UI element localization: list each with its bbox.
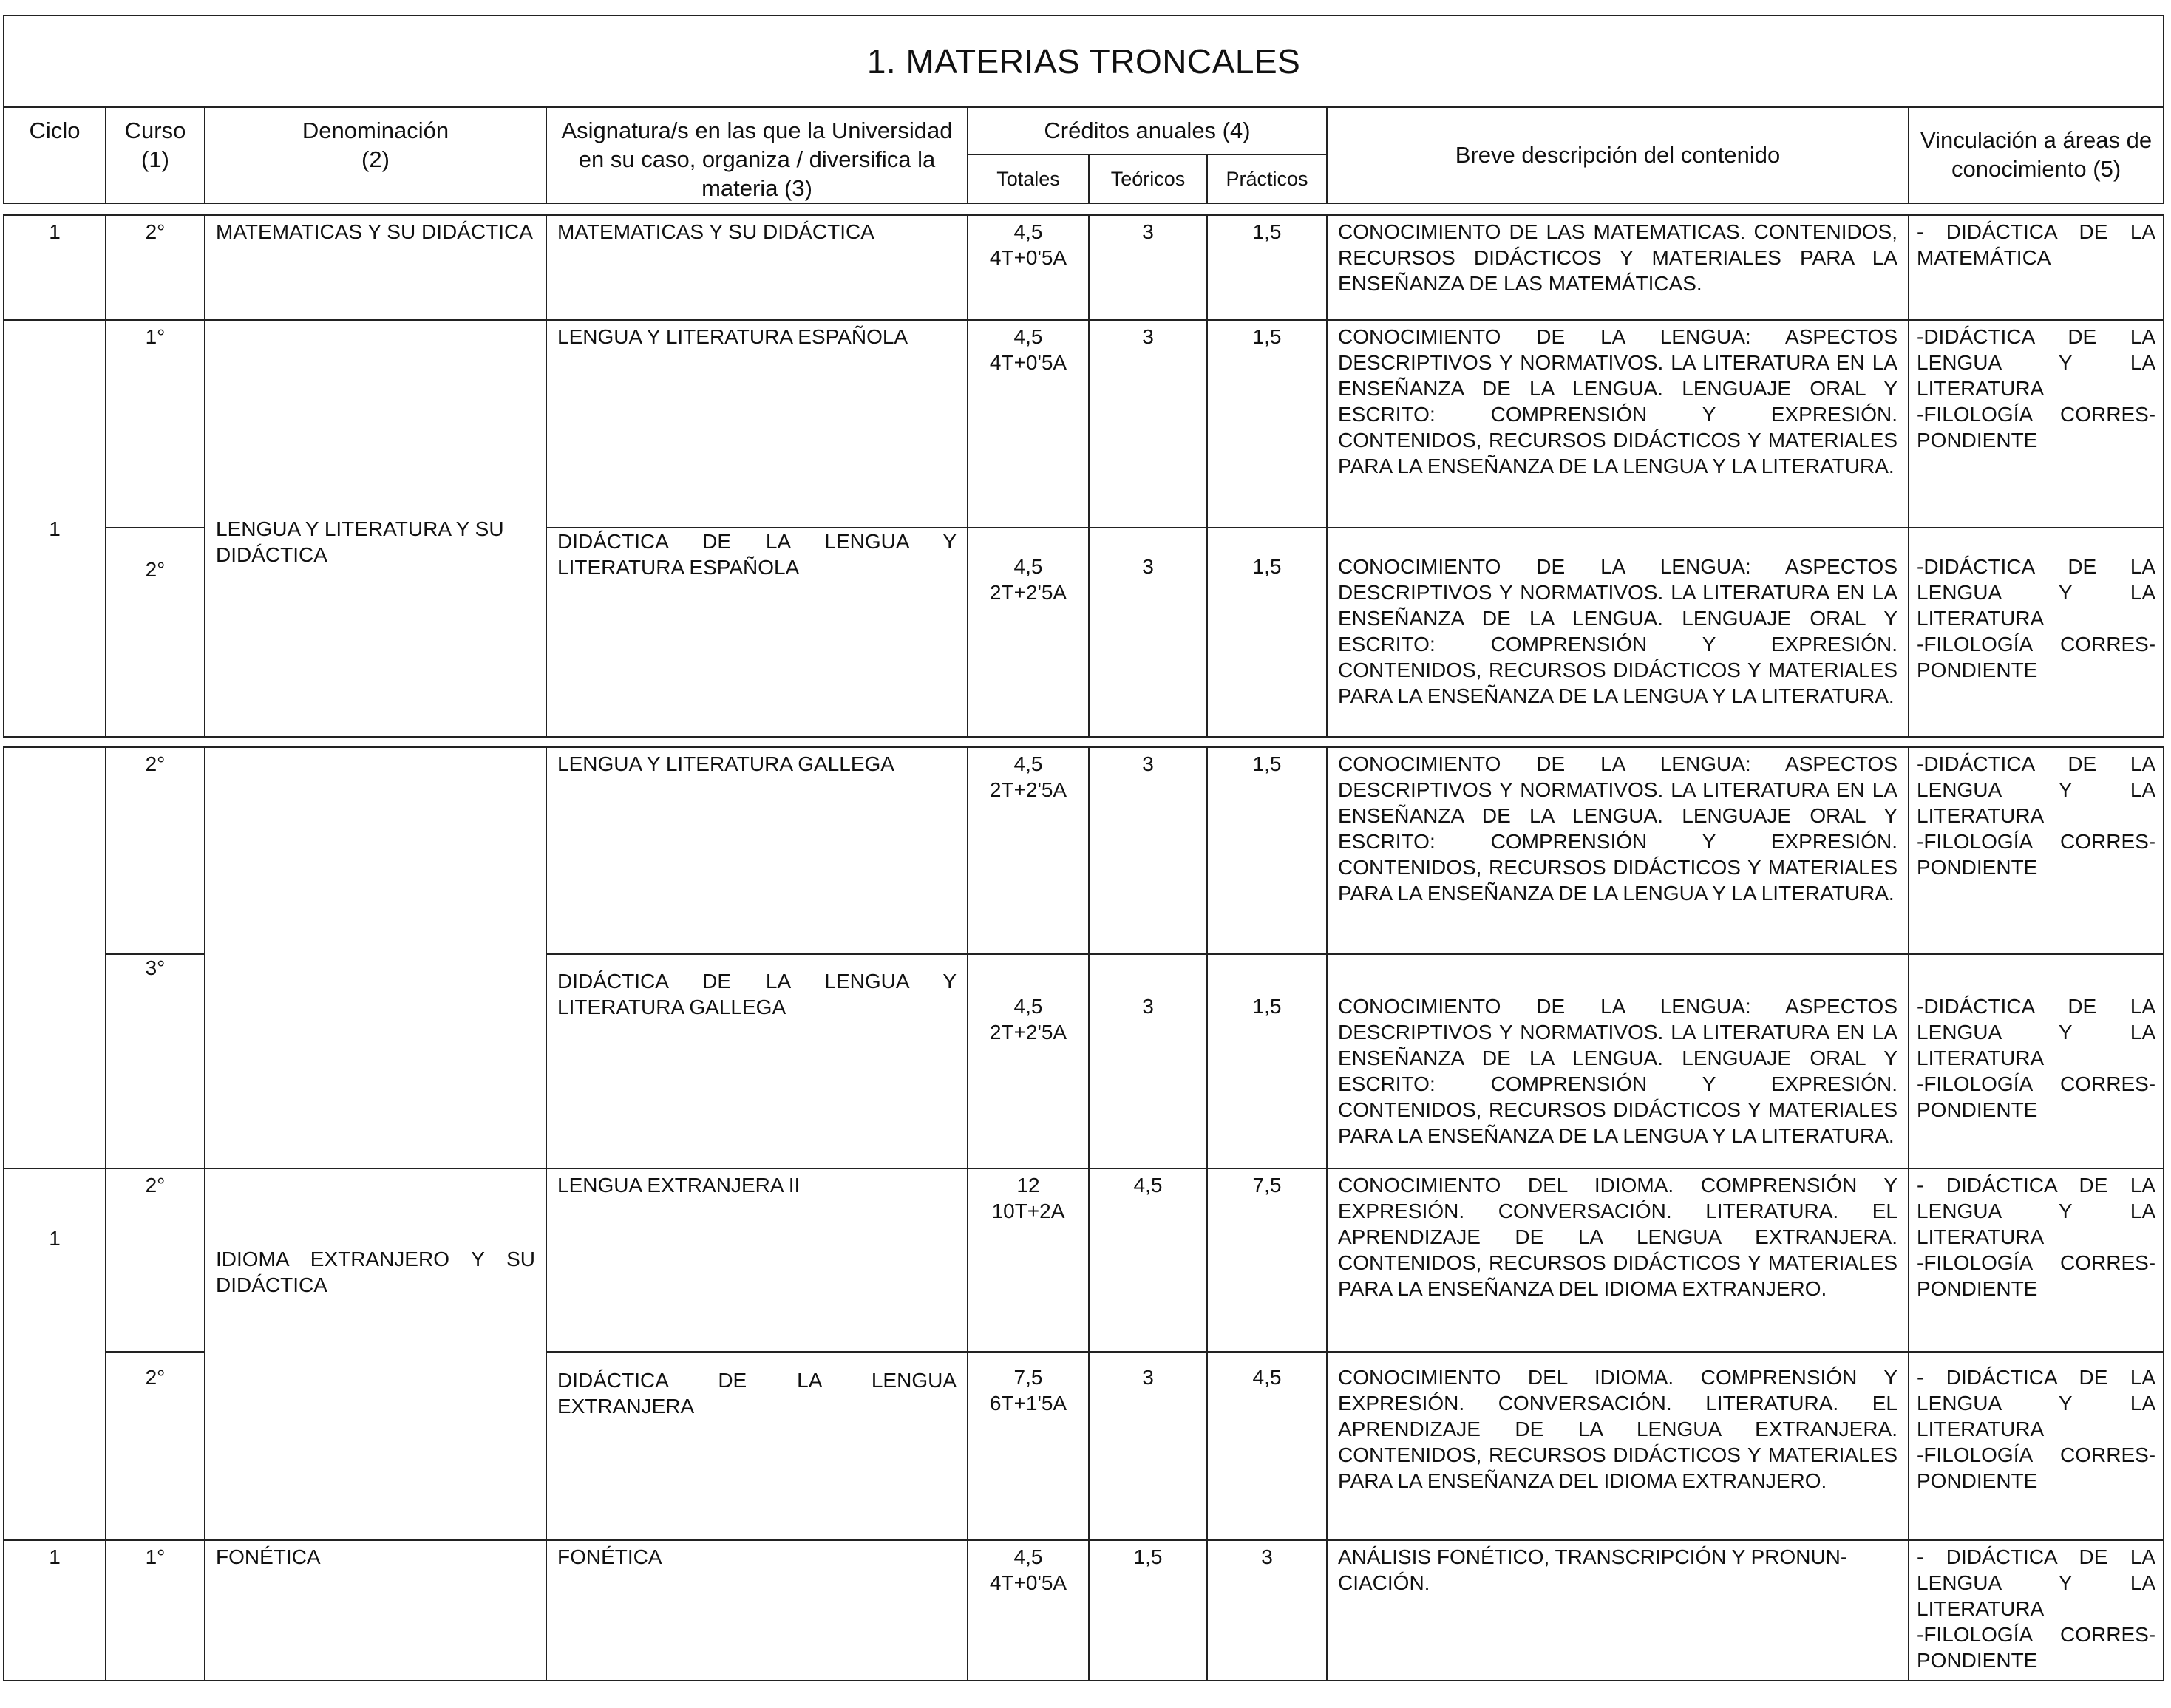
vinculacion-cell: -DIDÁCTICA DE LA LENGUA Y LA LITERATURA -FILOLOGÍA CORRES-PONDIENTE [1909,747,2164,954]
header-ciclo: Ciclo [4,107,106,203]
descripcion-cell: CONOCIMIENTO DE LA LENGUA: ASPECTOS DESCRIPTIVOS Y NORMATIVOS. LA LITERATURA EN LA ENSEÑANZA DE LA LENGUA. LENGUAJE ORAL Y ESCRITO: COMPRENSIÓN Y EXPRESIÓN. CONTENIDOS, RECURSOS DIDÁCTICOS Y MATERIALES PARA LA ENSEÑANZA DE LA LENGUA Y LA LITERATURA. [1327,954,1909,1168]
descripcion-cell: CONOCIMIENTO DE LA LENGUA: ASPECTOS DESCRIPTIVOS Y NORMATIVOS. LA LITERATURA EN LA ENSEÑANZA DE LA LENGUA. LENGUAJE ORAL Y ESCRITO: COMPRENSIÓN Y EXPRESIÓN. CONTENIDOS, RECURSOS DIDÁCTICOS Y MATERIALES PARA LA ENSEÑANZA DE LA LENGUA Y LA LITERATURA. [1327,747,1909,954]
totales-detail: 2T+2'5A [989,1021,1067,1044]
practicos-cell: 1,5 [1207,215,1327,320]
vinculacion-cell: -DIDÁCTICA DE LA LENGUA Y LA LITERATURA -FILOLOGÍA CORRES-PONDIENTE [1909,528,2164,737]
curso-cell: 1° [106,1540,205,1681]
curso-cell: 1° [106,320,205,528]
teoricos-cell: 3 [1089,320,1207,528]
header-asignatura: Asignatura/s en las que la Universidad en su caso, organiza / diversifica la materia (3) [546,107,968,203]
table-row [4,747,2164,954]
asignatura-cell: MATEMATICAS Y SU DIDÁCTICA [546,215,968,320]
totales-value: 4,5 [1013,325,1043,349]
totales-cell [968,1352,1089,1540]
header-teoricos: Teóricos [1089,154,1207,203]
denominacion-cell: IDIOMA EXTRANJERO Y SU DIDÁCTICA [205,1168,546,1540]
totales-detail: 6T+1'5A [989,1392,1067,1415]
teoricos-cell: 3 [1089,215,1207,320]
practicos-cell: 7,5 [1207,1168,1327,1352]
totales-value: 4,5 [1013,555,1043,579]
practicos-cell: 1,5 [1207,320,1327,528]
teoricos-cell: 3 [1089,1352,1207,1540]
header-practicos: Prácticos [1207,154,1327,203]
descripcion-cell: CONOCIMIENTO DE LA LENGUA: ASPECTOS DESCRIPTIVOS Y NORMATIVOS. LA LITERATURA EN LA ENSEÑANZA DE LA LENGUA. LENGUAJE ORAL Y ESCRITO: COMPRENSIÓN Y EXPRESIÓN. CONTENIDOS, RECURSOS DIDÁCTICOS Y MATERIALES PARA LA ENSEÑANZA DE LA LENGUA Y LA LITERATURA. [1327,320,1909,528]
totales-value: 12 [1016,1174,1040,1197]
denominacion-cell: MATEMATICAS Y SU DIDÁCTICA [205,215,546,320]
page-title: 1. MATERIAS TRONCALES [4,16,2164,107]
totales-value: 4,5 [1013,995,1043,1018]
vinculacion-cell: - DIDÁCTICA DE LA LENGUA Y LA LITERATURA -FILOLOGÍA CORRES-PONDIENTE [1909,1352,2164,1540]
asignatura-cell: LENGUA EXTRANJERA II [546,1168,968,1352]
practicos-cell: 1,5 [1207,528,1327,737]
totales-detail: 4T+0'5A [989,351,1067,375]
totales-detail: 2T+2'5A [989,778,1067,802]
vinculacion-cell: - DIDÁCTICA DE LA MATEMÁTICA [1909,215,2164,320]
teoricos-cell: 4,5 [1089,1168,1207,1352]
asignatura-cell: LENGUA Y LITERATURA GALLEGA [546,747,968,954]
totales-cell [968,528,1089,737]
descripcion-cell: CONOCIMIENTO DEL IDIOMA. COMPRENSIÓN Y EXPRESIÓN. CONVERSACIÓN. LITERATURA. EL APRENDIZAJE DE LA LENGUA EXTRANJERA. CONTENIDOS, RECURSOS DIDÁCTICOS Y MATERIALES PARA LA ENSEÑANZA DEL IDIOMA EXTRANJERO. [1327,1168,1909,1352]
totales-value: 4,5 [1013,752,1043,776]
descripcion-cell: CONOCIMIENTO DE LAS MATEMATICAS. CONTENIDOS, RECURSOS DIDÁCTICOS Y MATERIALES PARA LA ENSEÑANZA DE LAS MATEMÁTICAS. [1327,215,1909,320]
header-creditos: Créditos anuales (4) [968,107,1327,154]
denominacion-cell: FONÉTICA [205,1540,546,1681]
totales-cell [968,1168,1089,1352]
descripcion-cell: CONOCIMIENTO DE LA LENGUA: ASPECTOS DESCRIPTIVOS Y NORMATIVOS. LA LITERATURA EN LA ENSEÑANZA DE LA LENGUA. LENGUAJE ORAL Y ESCRITO: COMPRENSIÓN Y EXPRESIÓN. CONTENIDOS, RECURSOS DIDÁCTICOS Y MATERIALES PARA LA ENSEÑANZA DE LA LENGUA Y LA LITERATURA. [1327,528,1909,737]
vinculacion-cell: -DIDÁCTICA DE LA LENGUA Y LA LITERATURA -FILOLOGÍA CORRES-PONDIENTE [1909,954,2164,1168]
practicos-cell: 1,5 [1207,747,1327,954]
denominacion-cell: LENGUA Y LITERATURA Y SU DIDÁCTICA [205,320,546,737]
totales-detail: 2T+2'5A [989,581,1067,605]
descripcion-cell: ANÁLISIS FONÉTICO, TRANSCRIPCIÓN Y PRONUN-CIACIÓN. [1327,1540,1909,1681]
vinculacion-cell: - DIDÁCTICA DE LA LENGUA Y LA LITERATURA -FILOLOGÍA CORRES-PONDIENTE [1909,1540,2164,1681]
practicos-cell: 3 [1207,1540,1327,1681]
header-totales: Totales [968,154,1089,203]
vinculacion-cell: -DIDÁCTICA DE LA LENGUA Y LA LITERATURA -FILOLOGÍA CORRES-PONDIENTE [1909,320,2164,528]
table-row [4,320,2164,528]
ciclo-cell: 1 [4,320,106,737]
totales-value: 7,5 [1013,1366,1043,1389]
totales-value: 4,5 [1013,220,1043,244]
teoricos-cell: 3 [1089,747,1207,954]
materias-troncales-table [3,15,2164,1681]
totales-detail: 10T+2A [991,1200,1065,1223]
totales-detail: 4T+0'5A [989,246,1067,270]
ciclo-cell: 1 [4,1168,106,1352]
teoricos-cell: 1,5 [1089,1540,1207,1681]
asignatura-cell: DIDÁCTICA DE LA LENGUA Y LITERATURA ESPAÑOLA [546,528,968,737]
materias-troncales-sheet [3,15,2163,1681]
header-curso: Curso (1) [106,107,205,203]
asignatura-cell: DIDÁCTICA DE LA LENGUA Y LITERATURA GALLEGA [546,954,968,1168]
header-denominacion: Denominación (2) [205,107,546,203]
vinculacion-cell: - DIDÁCTICA DE LA LENGUA Y LA LITERATURA -FILOLOGÍA CORRES-PONDIENTE [1909,1168,2164,1352]
totales-cell [968,954,1089,1168]
totales-cell [968,747,1089,954]
asignatura-cell: DIDÁCTICA DE LA LENGUA EXTRANJERA [546,1352,968,1540]
totales-detail: 4T+0'5A [989,1571,1067,1595]
table-row [4,215,2164,320]
curso-cell: 2° [106,1352,205,1540]
table-row [4,1540,2164,1681]
ciclo-cell-empty [4,1352,106,1540]
descripcion-cell: CONOCIMIENTO DEL IDIOMA. COMPRENSIÓN Y EXPRESIÓN. CONVERSACIÓN. LITERATURA. EL APRENDIZAJE DE LA LENGUA EXTRANJERA. CONTENIDOS, RECURSOS DIDÁCTICOS Y MATERIALES PARA LA ENSEÑANZA DEL IDIOMA EXTRANJERO. [1327,1352,1909,1540]
asignatura-cell: FONÉTICA [546,1540,968,1681]
asignatura-cell: LENGUA Y LITERATURA ESPAÑOLA [546,320,968,528]
curso-cell: 3° [106,954,205,1168]
practicos-cell: 4,5 [1207,1352,1327,1540]
ciclo-cell: 1 [4,215,106,320]
curso-cell: 2° [106,747,205,954]
practicos-cell: 1,5 [1207,954,1327,1168]
teoricos-cell: 3 [1089,954,1207,1168]
curso-cell: 2° [106,1168,205,1352]
table-row [4,1168,2164,1352]
curso-cell: 2° [106,528,205,737]
header-vinculacion: Vinculación a áreas de conocimiento (5) [1909,107,2164,203]
totales-cell [968,215,1089,320]
curso-cell: 2° [106,215,205,320]
header-descripcion: Breve descripción del contenido [1327,107,1909,203]
totales-value: 4,5 [1013,1545,1043,1569]
denominacion-cell [205,747,546,1168]
teoricos-cell: 3 [1089,528,1207,737]
totales-cell [968,1540,1089,1681]
ciclo-cell: 1 [4,1540,106,1681]
ciclo-cell [4,747,106,1168]
totales-cell [968,320,1089,528]
